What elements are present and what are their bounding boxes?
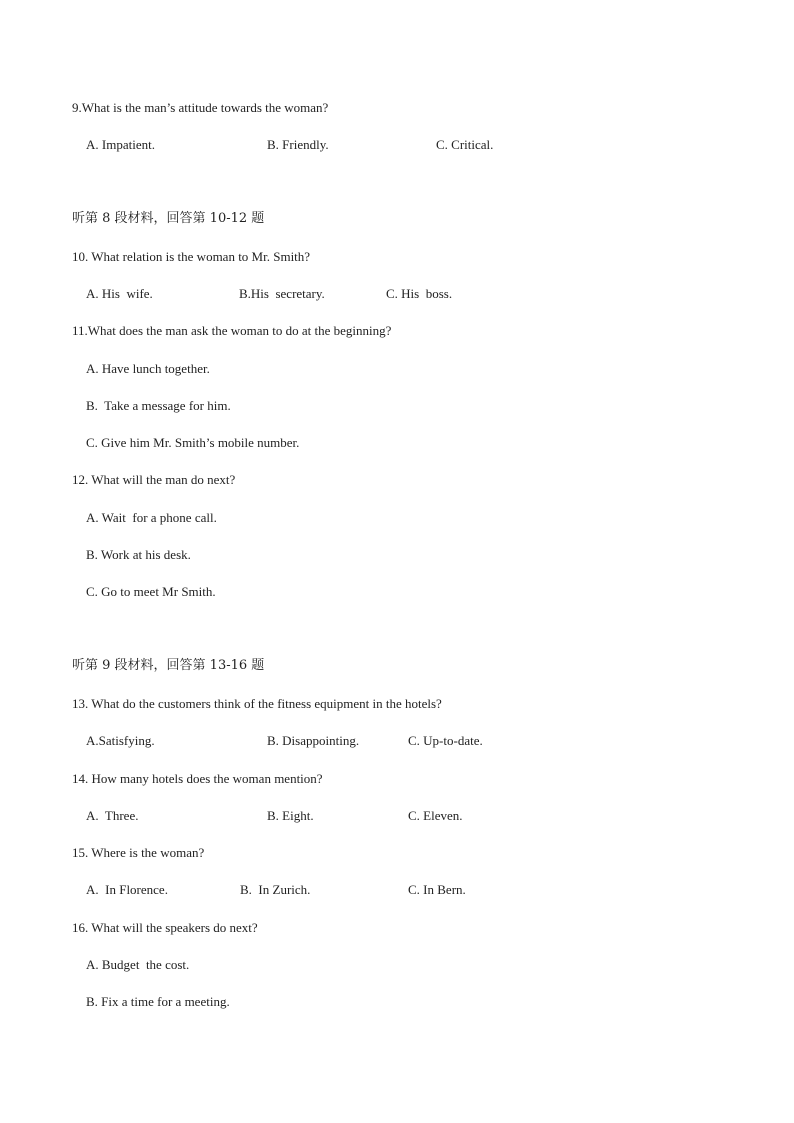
question-13: 13. What do the customers think of the fitness equipment in the hotels? bbox=[72, 696, 442, 711]
q10-option-a: A. His wife. bbox=[86, 286, 153, 301]
q14-option-a: A. Three. bbox=[86, 808, 139, 823]
section-8-heading: 听第 8 段材料，回答第 10-12 题 bbox=[72, 211, 265, 226]
q10-option-c: C. His boss. bbox=[386, 286, 453, 301]
q11-option-b: B. Take a message for him. bbox=[86, 398, 231, 413]
q12-option-a: A. Wait for a phone call. bbox=[86, 510, 217, 525]
q13-option-c: C. Up-to-date. bbox=[408, 733, 483, 748]
q13-option-b: B. Disappointing. bbox=[267, 733, 360, 748]
q15-option-c: C. In Bern. bbox=[408, 882, 466, 897]
q11-option-a: A. Have lunch together. bbox=[86, 361, 210, 376]
question-9: 9.What is the man’s attitude towards the woman? bbox=[72, 100, 329, 115]
q10-option-b: B.His secretary. bbox=[239, 286, 325, 301]
q12-option-c: C. Go to meet Mr Smith. bbox=[86, 584, 216, 599]
q9-option-b: B. Friendly. bbox=[267, 137, 329, 152]
q15-option-b: B. In Zurich. bbox=[240, 882, 311, 897]
q13-option-a: A.Satisfying. bbox=[86, 733, 155, 748]
q16-option-a: A. Budget the cost. bbox=[86, 957, 190, 972]
q12-option-b: B. Work at his desk. bbox=[86, 547, 191, 562]
q9-option-c: C. Critical. bbox=[436, 137, 494, 152]
question-16: 16. What will the speakers do next? bbox=[72, 920, 258, 935]
q9-option-a: A. Impatient. bbox=[86, 137, 155, 152]
q11-option-c: C. Give him Mr. Smith’s mobile number. bbox=[86, 435, 300, 450]
question-15: 15. Where is the woman? bbox=[72, 845, 205, 860]
question-14: 14. How many hotels does the woman mention? bbox=[72, 771, 323, 786]
q16-option-b: B. Fix a time for a meeting. bbox=[86, 994, 230, 1009]
question-12: 12. What will the man do next? bbox=[72, 472, 236, 487]
q14-option-b: B. Eight. bbox=[267, 808, 314, 823]
section-9-heading: 听第 9 段材料，回答第 13-16 题 bbox=[72, 658, 265, 673]
q15-option-a: A. In Florence. bbox=[86, 882, 168, 897]
question-11: 11.What does the man ask the woman to do at the beginning? bbox=[72, 323, 392, 338]
q14-option-c: C. Eleven. bbox=[408, 808, 463, 823]
question-10: 10. What relation is the woman to Mr. Smith? bbox=[72, 249, 311, 264]
